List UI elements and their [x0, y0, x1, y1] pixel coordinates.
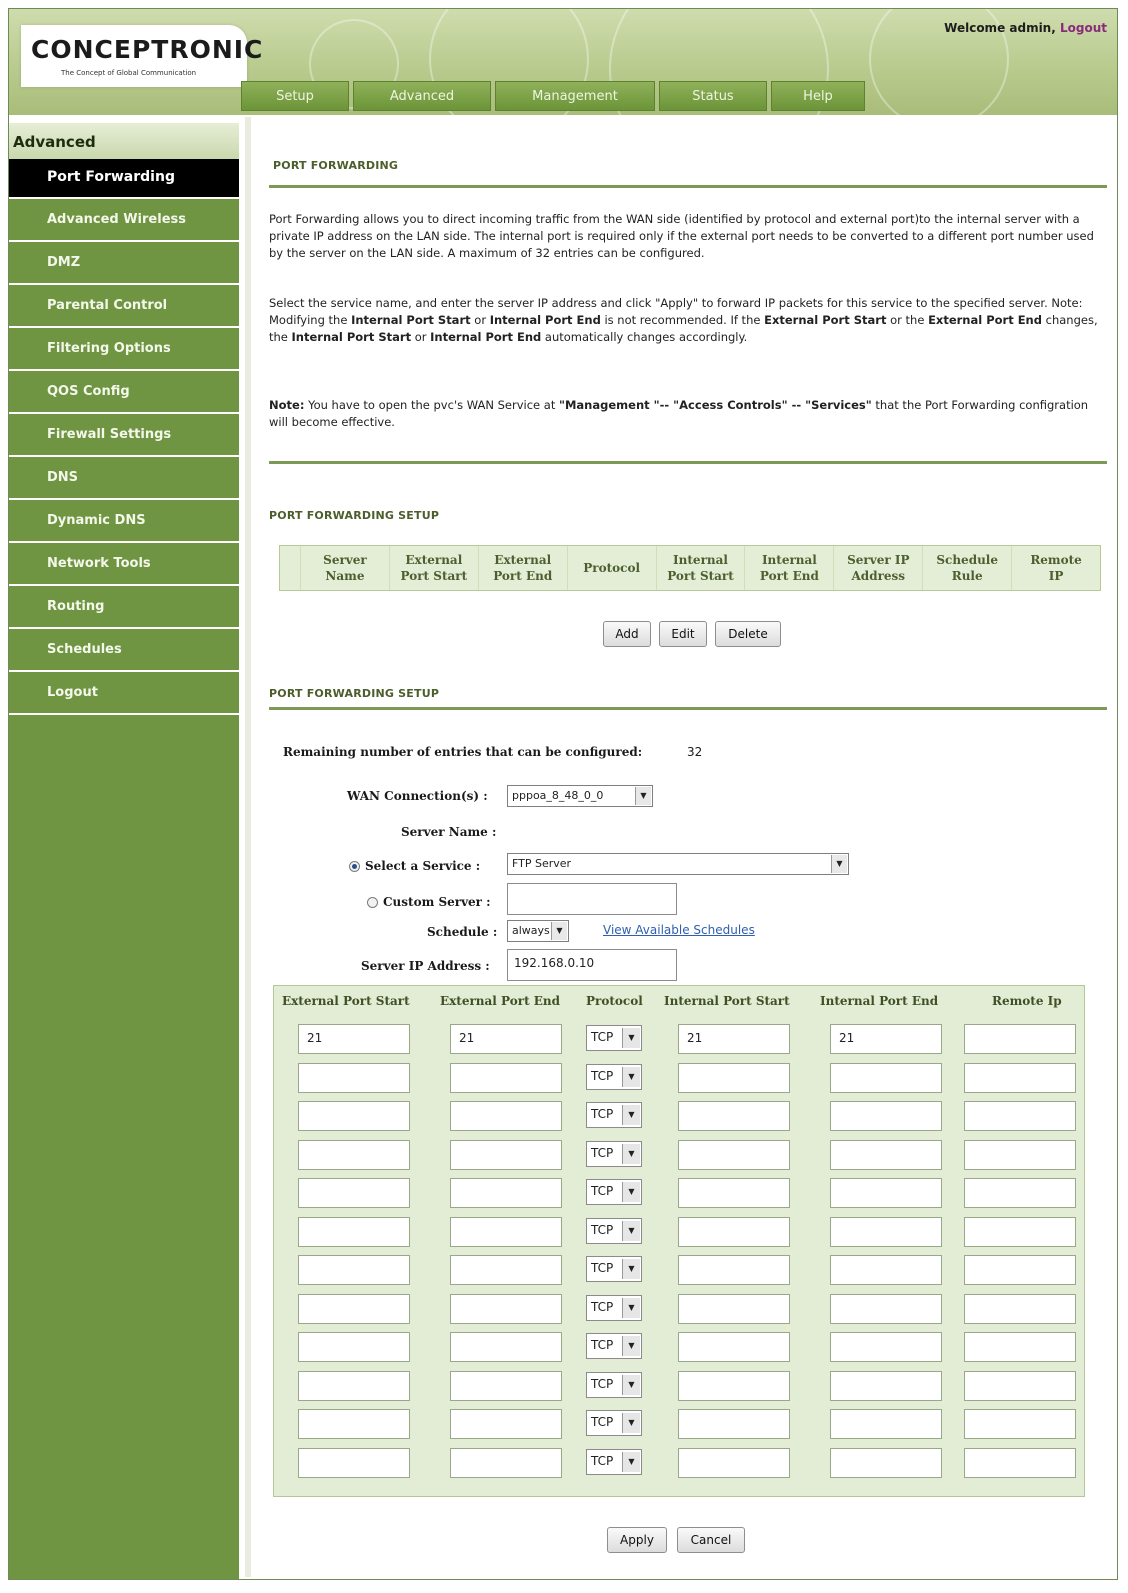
note-text: that the Port Forwarding configration will become effective.: [269, 398, 1089, 429]
wan-connection-select[interactable]: [507, 785, 653, 807]
column-header-line: External: [494, 553, 552, 567]
tab-status[interactable]: Status: [659, 81, 767, 111]
instructions-bold: External Port End: [928, 313, 1042, 327]
chevron-down-icon: ▼: [622, 1413, 640, 1433]
column-header-line: Port Start: [667, 569, 734, 583]
external-port-start-input[interactable]: [298, 1178, 410, 1208]
remote-ip-input[interactable]: [964, 1178, 1076, 1208]
sidebar-item-logout[interactable]: Logout: [9, 675, 239, 715]
external-port-end-input[interactable]: [450, 1178, 562, 1208]
instructions-bold: Internal Port End: [430, 330, 542, 344]
sidebar-item-dns[interactable]: DNS: [9, 460, 239, 500]
column-header-line: Rule: [951, 569, 983, 583]
protocol-select-value: TCP: [591, 1184, 614, 1198]
external-port-end-input[interactable]: 21: [450, 1024, 562, 1054]
grid-header-external-port-start: External Port Start: [282, 994, 410, 1008]
table-row: [274, 1213, 1084, 1251]
service-select-value: FTP Server: [512, 857, 572, 870]
column-header-line: Port Start: [400, 569, 468, 583]
column-header-remote-ip: [1011, 546, 1100, 590]
select-service-label: Select a Service :: [365, 859, 481, 873]
protocol-select[interactable]: [586, 1372, 642, 1398]
column-header-line: Port End: [493, 569, 553, 583]
select-service-radio[interactable]: [349, 861, 360, 872]
external-port-end-input[interactable]: [450, 1371, 562, 1401]
chevron-down-icon: ▼: [635, 787, 651, 805]
add-button[interactable]: Add: [603, 621, 651, 647]
sidebar-item-schedules[interactable]: Schedules: [9, 632, 239, 672]
note-label: Note:: [269, 398, 305, 412]
tab-help[interactable]: Help: [771, 81, 865, 111]
protocol-select[interactable]: [586, 1064, 642, 1090]
custom-server-input[interactable]: [507, 883, 677, 915]
schedule-label: Schedule :: [427, 925, 498, 939]
protocol-select-value: TCP: [591, 1107, 614, 1121]
protocol-select-value: TCP: [591, 1030, 614, 1044]
remote-ip-input[interactable]: [964, 1063, 1076, 1093]
external-port-end-input[interactable]: [450, 1255, 562, 1285]
grid-header-remote-ip: Remote Ip: [992, 994, 1062, 1008]
protocol-select-value: TCP: [591, 1338, 614, 1352]
grid-header-internal-port-start: Internal Port Start: [664, 994, 790, 1008]
column-header-line: External: [405, 553, 463, 567]
remaining-entries-value: 32: [687, 745, 703, 759]
internal-port-end-input[interactable]: 21: [830, 1024, 942, 1054]
port-forwarding-rules-table: [279, 545, 1101, 591]
external-port-end-input[interactable]: [450, 1101, 562, 1131]
external-port-start-input[interactable]: [298, 1217, 410, 1247]
column-header-line: Address: [851, 569, 906, 583]
external-port-start-input[interactable]: [298, 1332, 410, 1362]
internal-port-start-input[interactable]: 21: [678, 1024, 790, 1054]
sidebar-item-dmz[interactable]: DMZ: [9, 245, 239, 285]
protocol-select[interactable]: [586, 1410, 642, 1436]
chevron-down-icon: ▼: [622, 1144, 640, 1164]
chevron-down-icon: ▼: [622, 1182, 640, 1202]
column-header-external-port-end: [478, 546, 567, 590]
table-row: [274, 1059, 1084, 1097]
table-row: [274, 1251, 1084, 1289]
sidebar-item-port-forwarding[interactable]: Port Forwarding: [9, 159, 239, 199]
internal-port-end-input[interactable]: [830, 1409, 942, 1439]
protocol-select-value: TCP: [591, 1376, 614, 1391]
protocol-select[interactable]: [586, 1141, 642, 1167]
note-paragraph: [269, 397, 1109, 431]
instructions-bold: Internal Port Start: [351, 313, 471, 327]
external-port-end-input[interactable]: [450, 1140, 562, 1170]
remote-ip-input[interactable]: [964, 1448, 1076, 1478]
internal-port-start-input[interactable]: [678, 1448, 790, 1478]
section-divider: [269, 707, 1107, 710]
remote-ip-input[interactable]: [964, 1409, 1076, 1439]
column-header-external-port-start: [389, 546, 478, 590]
sidebar-item-network-tools[interactable]: Network Tools: [9, 546, 239, 586]
external-port-end-input[interactable]: [450, 1448, 562, 1478]
internal-port-start-input[interactable]: [678, 1332, 790, 1362]
column-header-server-ip-address: [833, 546, 922, 590]
remote-ip-input[interactable]: [964, 1140, 1076, 1170]
chevron-down-icon: ▼: [622, 1375, 640, 1395]
protocol-select-value: TCP: [591, 1145, 614, 1160]
logo: [21, 25, 264, 87]
delete-button[interactable]: Delete: [715, 621, 781, 647]
remote-ip-input[interactable]: [964, 1101, 1076, 1131]
instructions-text: is not recommended. If the: [600, 313, 765, 327]
main-tabs: [241, 81, 865, 111]
note-path: "Management "-- "Access Controls" -- "Services": [558, 398, 872, 412]
section-title-port-forwarding: PORT FORWARDING: [273, 159, 399, 172]
instructions-text: Select the service name, and enter the server IP address and click "Apply" to forward IP packets for this service to the specified server. Note: Modifying the: [269, 296, 1083, 327]
external-port-end-input[interactable]: [450, 1217, 562, 1247]
service-select[interactable]: [507, 853, 849, 875]
chevron-down-icon: ▼: [622, 1067, 640, 1087]
external-port-start-input[interactable]: [298, 1294, 410, 1324]
cancel-button[interactable]: Cancel: [677, 1527, 745, 1553]
instructions-text: automatically changes accordingly.: [541, 330, 748, 344]
remote-ip-input[interactable]: [964, 1255, 1076, 1285]
sidebar-title: Advanced: [9, 123, 239, 159]
intro-paragraph: Port Forwarding allows you to direct incoming traffic from the WAN side (identified by protocol and external port)to the internal server with a private IP address on the LAN side. The internal port is required only if the external port needs to be converted to a different port number used by the server on the LAN side. A maximum of 32 entries can be configured.: [269, 212, 1094, 260]
table-row: [274, 1097, 1084, 1135]
internal-port-start-input[interactable]: [678, 1217, 790, 1247]
protocol-select[interactable]: [586, 1256, 642, 1282]
table-row: [274, 1405, 1084, 1443]
instructions-bold: Internal Port Start: [291, 330, 412, 344]
table-row: [274, 1444, 1084, 1482]
protocol-select-value: TCP: [591, 1415, 614, 1429]
internal-port-end-input[interactable]: [830, 1140, 942, 1170]
sidebar-item-dynamic-dns[interactable]: Dynamic DNS: [9, 503, 239, 543]
column-header-line: Internal: [761, 553, 817, 567]
instructions-paragraph: [269, 295, 1109, 346]
sidebar-item-advanced-wireless[interactable]: Advanced Wireless: [9, 202, 239, 242]
external-port-end-input[interactable]: [450, 1332, 562, 1362]
note-text: You have to open the pvc's WAN Service at: [304, 398, 559, 412]
welcome-message: [944, 21, 1107, 35]
protocol-select[interactable]: [586, 1025, 642, 1051]
sidebar-item-filtering-options[interactable]: Filtering Options: [9, 331, 239, 371]
sidebar-item-routing[interactable]: Routing: [9, 589, 239, 629]
grid-header-external-port-end: External Port End: [440, 994, 561, 1008]
server-ip-input[interactable]: 192.168.0.10: [507, 949, 677, 981]
tab-management[interactable]: Management: [495, 81, 655, 111]
chevron-down-icon: ▼: [622, 1452, 640, 1472]
internal-port-end-input[interactable]: [830, 1178, 942, 1208]
server-ip-label: Server IP Address :: [361, 959, 490, 973]
sidebar-item-qos-config[interactable]: QOS Config: [9, 374, 239, 414]
wan-connection-label: WAN Connection(s) :: [347, 789, 488, 803]
sidebar-item-firewall-settings[interactable]: Firewall Settings: [9, 417, 239, 457]
protocol-select[interactable]: [586, 1218, 642, 1244]
schedule-select[interactable]: [507, 920, 569, 942]
external-port-start-input[interactable]: [298, 1448, 410, 1478]
column-header-line: Schedule: [936, 553, 998, 567]
column-header-line: Name: [325, 569, 365, 583]
table-row: [274, 1174, 1084, 1212]
remote-ip-input[interactable]: [964, 1024, 1076, 1054]
remote-ip-input[interactable]: [964, 1371, 1076, 1401]
view-schedules-link[interactable]: View Available Schedules: [603, 923, 755, 937]
section-divider: [269, 185, 1107, 188]
remote-ip-input[interactable]: [964, 1294, 1076, 1324]
protocol-select[interactable]: [586, 1102, 642, 1128]
chevron-down-icon: ▼: [831, 855, 847, 873]
internal-port-start-input[interactable]: [678, 1140, 790, 1170]
section-title-setup-form: PORT FORWARDING SETUP: [269, 687, 440, 700]
apply-button[interactable]: Apply: [607, 1527, 667, 1553]
chevron-down-icon: ▼: [622, 1298, 640, 1318]
router-page: [8, 8, 1118, 1580]
protocol-select-value: TCP: [591, 1453, 614, 1468]
column-header-internal-port-start: [656, 546, 745, 590]
internal-port-end-input[interactable]: [830, 1101, 942, 1131]
remote-ip-input[interactable]: [964, 1217, 1076, 1247]
protocol-select-value: TCP: [591, 1299, 614, 1314]
port-mapping-grid: [273, 985, 1085, 1497]
internal-port-start-input[interactable]: [678, 1294, 790, 1324]
instructions-bold: Internal Port End: [489, 313, 601, 327]
protocol-select[interactable]: [586, 1449, 642, 1475]
external-port-start-input[interactable]: [298, 1101, 410, 1131]
protocol-select[interactable]: [586, 1333, 642, 1359]
header-logout-link[interactable]: Logout: [1059, 21, 1107, 35]
tab-advanced[interactable]: Advanced: [353, 81, 491, 111]
grid-header-internal-port-end: Internal Port End: [820, 994, 939, 1008]
edit-button[interactable]: Edit: [659, 621, 707, 647]
sidebar: [9, 123, 239, 1579]
internal-port-start-input[interactable]: [678, 1178, 790, 1208]
column-header-line: Server IP: [847, 553, 910, 567]
internal-port-end-input[interactable]: [830, 1217, 942, 1247]
internal-port-end-input[interactable]: [830, 1371, 942, 1401]
section-divider: [269, 461, 1107, 464]
external-port-end-input[interactable]: [450, 1294, 562, 1324]
chevron-down-icon: ▼: [551, 922, 567, 940]
chevron-down-icon: ▼: [622, 1105, 640, 1125]
header: [9, 9, 1117, 115]
column-header-line: IP: [1048, 569, 1064, 583]
external-port-start-input[interactable]: [298, 1140, 410, 1170]
table-row: [274, 1367, 1084, 1405]
column-header-line: Remote: [1030, 553, 1082, 567]
external-port-start-input[interactable]: [298, 1063, 410, 1093]
column-header-server-name: [300, 546, 389, 590]
column-header-schedule-rule: [922, 546, 1011, 590]
chevron-down-icon: ▼: [622, 1221, 640, 1241]
logo-tagline: The Concept of Global Communication: [61, 69, 197, 77]
remaining-entries-label: Remaining number of entries that can be configured:: [283, 745, 643, 759]
custom-server-label: Custom Server :: [383, 895, 491, 909]
external-port-end-input[interactable]: [450, 1409, 562, 1439]
grid-header-protocol: Protocol: [586, 994, 643, 1008]
protocol-select-value: TCP: [591, 1068, 614, 1083]
schedule-select-value: always: [512, 924, 550, 937]
table-row: [274, 1328, 1084, 1366]
table-lead-cell: [280, 546, 300, 590]
protocol-select-value: TCP: [591, 1222, 614, 1237]
instructions-text: changes, the: [269, 313, 1098, 344]
welcome-text: Welcome admin,: [944, 21, 1056, 35]
internal-port-start-input[interactable]: [678, 1371, 790, 1401]
internal-port-start-input[interactable]: [678, 1101, 790, 1131]
table-row: [274, 1290, 1084, 1328]
internal-port-end-input[interactable]: [830, 1255, 942, 1285]
instructions-bold: External Port Start: [764, 313, 887, 327]
table-row: [274, 1136, 1084, 1174]
column-header-protocol: [567, 546, 656, 590]
external-port-start-input[interactable]: [298, 1255, 410, 1285]
chevron-down-icon: ▼: [622, 1336, 640, 1356]
table-row: [274, 1020, 1084, 1058]
external-port-start-input[interactable]: 21: [298, 1024, 410, 1054]
column-header-line: Internal: [673, 553, 728, 567]
column-header-internal-port-end: [744, 546, 833, 590]
internal-port-end-input[interactable]: [830, 1448, 942, 1478]
protocol-select[interactable]: [586, 1295, 642, 1321]
chevron-down-icon: ▼: [622, 1259, 640, 1279]
custom-server-radio[interactable]: [367, 897, 378, 908]
wan-connection-value: pppoa_8_48_0_0: [512, 789, 604, 802]
internal-port-start-input[interactable]: [678, 1409, 790, 1439]
external-port-start-input[interactable]: [298, 1409, 410, 1439]
external-port-end-input[interactable]: [450, 1063, 562, 1093]
logo-text: CONCEPTRONIC: [31, 35, 264, 64]
internal-port-start-input[interactable]: [678, 1063, 790, 1093]
internal-port-start-input[interactable]: [678, 1255, 790, 1285]
internal-port-end-input[interactable]: [830, 1294, 942, 1324]
instructions-text: or: [470, 313, 490, 327]
internal-port-end-input[interactable]: [830, 1332, 942, 1362]
section-title-setup-list: PORT FORWARDING SETUP: [269, 509, 440, 522]
instructions-text: or the: [886, 313, 929, 327]
server-name-label: Server Name :: [401, 825, 497, 839]
protocol-select[interactable]: [586, 1179, 642, 1205]
sidebar-item-parental-control[interactable]: Parental Control: [9, 288, 239, 328]
chevron-down-icon: ▼: [622, 1028, 640, 1048]
column-header-line: Port End: [759, 569, 819, 583]
instructions-text: or: [411, 330, 431, 344]
column-header-line: Protocol: [583, 561, 640, 575]
column-header-line: Server: [323, 553, 367, 567]
external-port-start-input[interactable]: [298, 1371, 410, 1401]
protocol-select-value: TCP: [591, 1261, 614, 1275]
tab-setup[interactable]: Setup: [241, 81, 349, 111]
remote-ip-input[interactable]: [964, 1332, 1076, 1362]
internal-port-end-input[interactable]: [830, 1063, 942, 1093]
